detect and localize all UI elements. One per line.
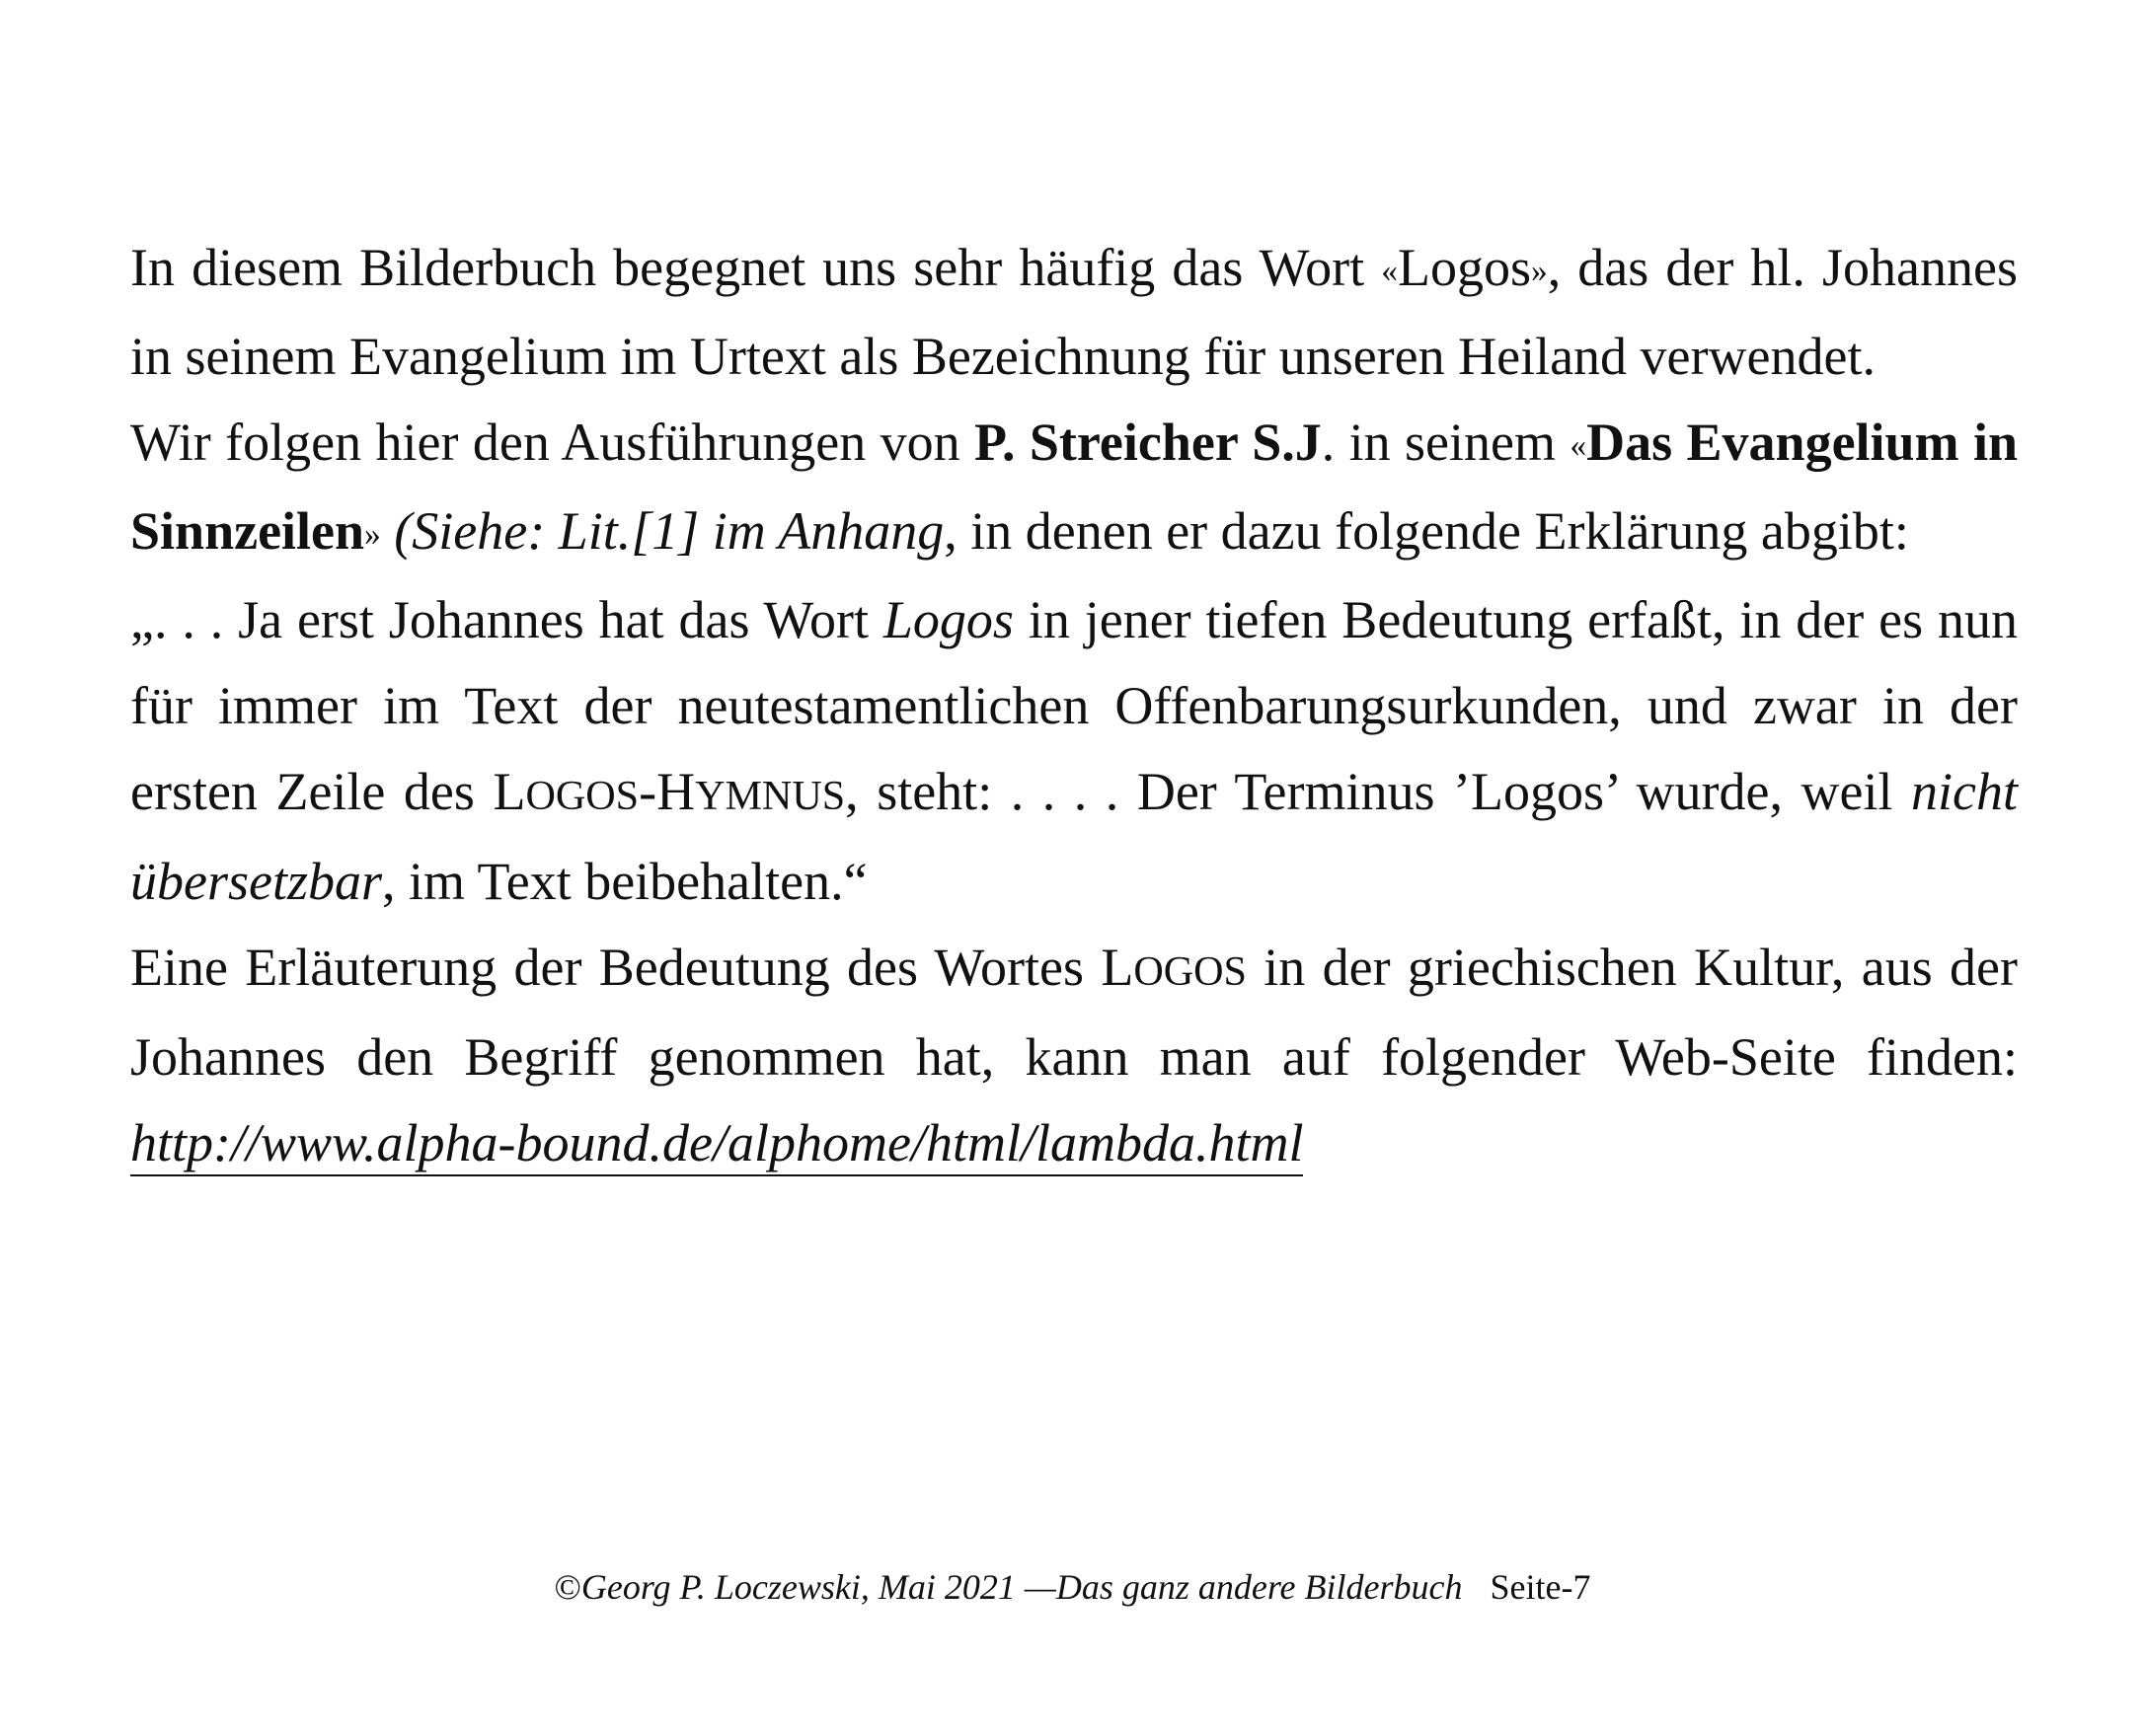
author-name: P. Streicher S.J [973, 412, 1322, 472]
logos-smallcaps [1101, 938, 1247, 997]
logos-hymnus-smallcaps [493, 762, 845, 821]
text-span: in jener tiefen Bedeutung erfaßt, in der es nun für immer im Text der neutestamentlichen Offenbarungsurkunden, und zwar in der ersten Zeile des [130, 589, 2018, 821]
paragraph-streicher [130, 400, 2018, 577]
text-span: Wir folgen hier den Ausführungen von [130, 412, 974, 472]
page-footer [0, 1567, 2145, 1607]
text-span: , das der hl. Johannes in seinem Evangelium im Urtext als Bezeichnung für unseren Heiland verwendet. [130, 238, 2018, 386]
guillemet-close: » [364, 515, 381, 553]
guillemet-close: » [1530, 252, 1548, 289]
text-span: . in seinem [1321, 412, 1570, 472]
footer-author-line: Georg P. Loczewski, Mai 2021 —Das ganz andere Bilderbuch [580, 1567, 1463, 1607]
paragraph-logos-intro [130, 225, 2018, 400]
smallcaps-initial: L [493, 761, 526, 821]
text-span: , steht: . . . . Der Terminus ’Logos’ wurde, weil [845, 761, 1912, 821]
main-text [130, 225, 2018, 1186]
web-link[interactable]: http://www.alpha-bound.de/alphome/html/lambda.html [130, 1113, 1303, 1176]
paragraph-quote [130, 577, 2018, 925]
smallcaps-rest: YMNUS [695, 772, 846, 819]
text-span: , in denen er dazu folgende Erklärung abgibt: [944, 500, 1909, 561]
smallcaps-rest: OGOS [1133, 947, 1247, 995]
guillemet-open: « [1570, 426, 1587, 464]
term-logos-italic: Logos [882, 589, 1014, 649]
text-span: , im Text beibehalten.“ [382, 851, 868, 911]
text-span: Eine Erläuterung der Bedeutung des Wortes [130, 937, 1102, 997]
smallcaps-rest: OGOS [525, 772, 640, 819]
guillemet-open: « [1381, 252, 1398, 289]
text-span: In diesem Bilderbuch begegnet uns sehr häufig das Wort [130, 238, 1382, 297]
literature-reference: (Siehe: Lit.[1] im Anhang [380, 500, 945, 561]
text-span: in der griechischen Kultur, aus der Johannes den Begriff genommen hat, kann man auf folgender Web-Seite finden: [130, 937, 2018, 1087]
copyright-symbol: © [554, 1567, 581, 1607]
smallcaps-initial: -H [639, 761, 696, 821]
text-span: „. . . Ja erst Johannes hat das Wort [130, 589, 883, 649]
term-logos: Logos [1397, 238, 1531, 297]
smallcaps-initial: L [1101, 937, 1134, 997]
paragraph-web-reference [130, 925, 2018, 1186]
emphasis-text: nicht übersetzbar [130, 761, 2018, 911]
book-title: Das Evangelium in Sinnzeilen [130, 412, 2018, 561]
page-number: Seite-7 [1490, 1567, 1591, 1607]
